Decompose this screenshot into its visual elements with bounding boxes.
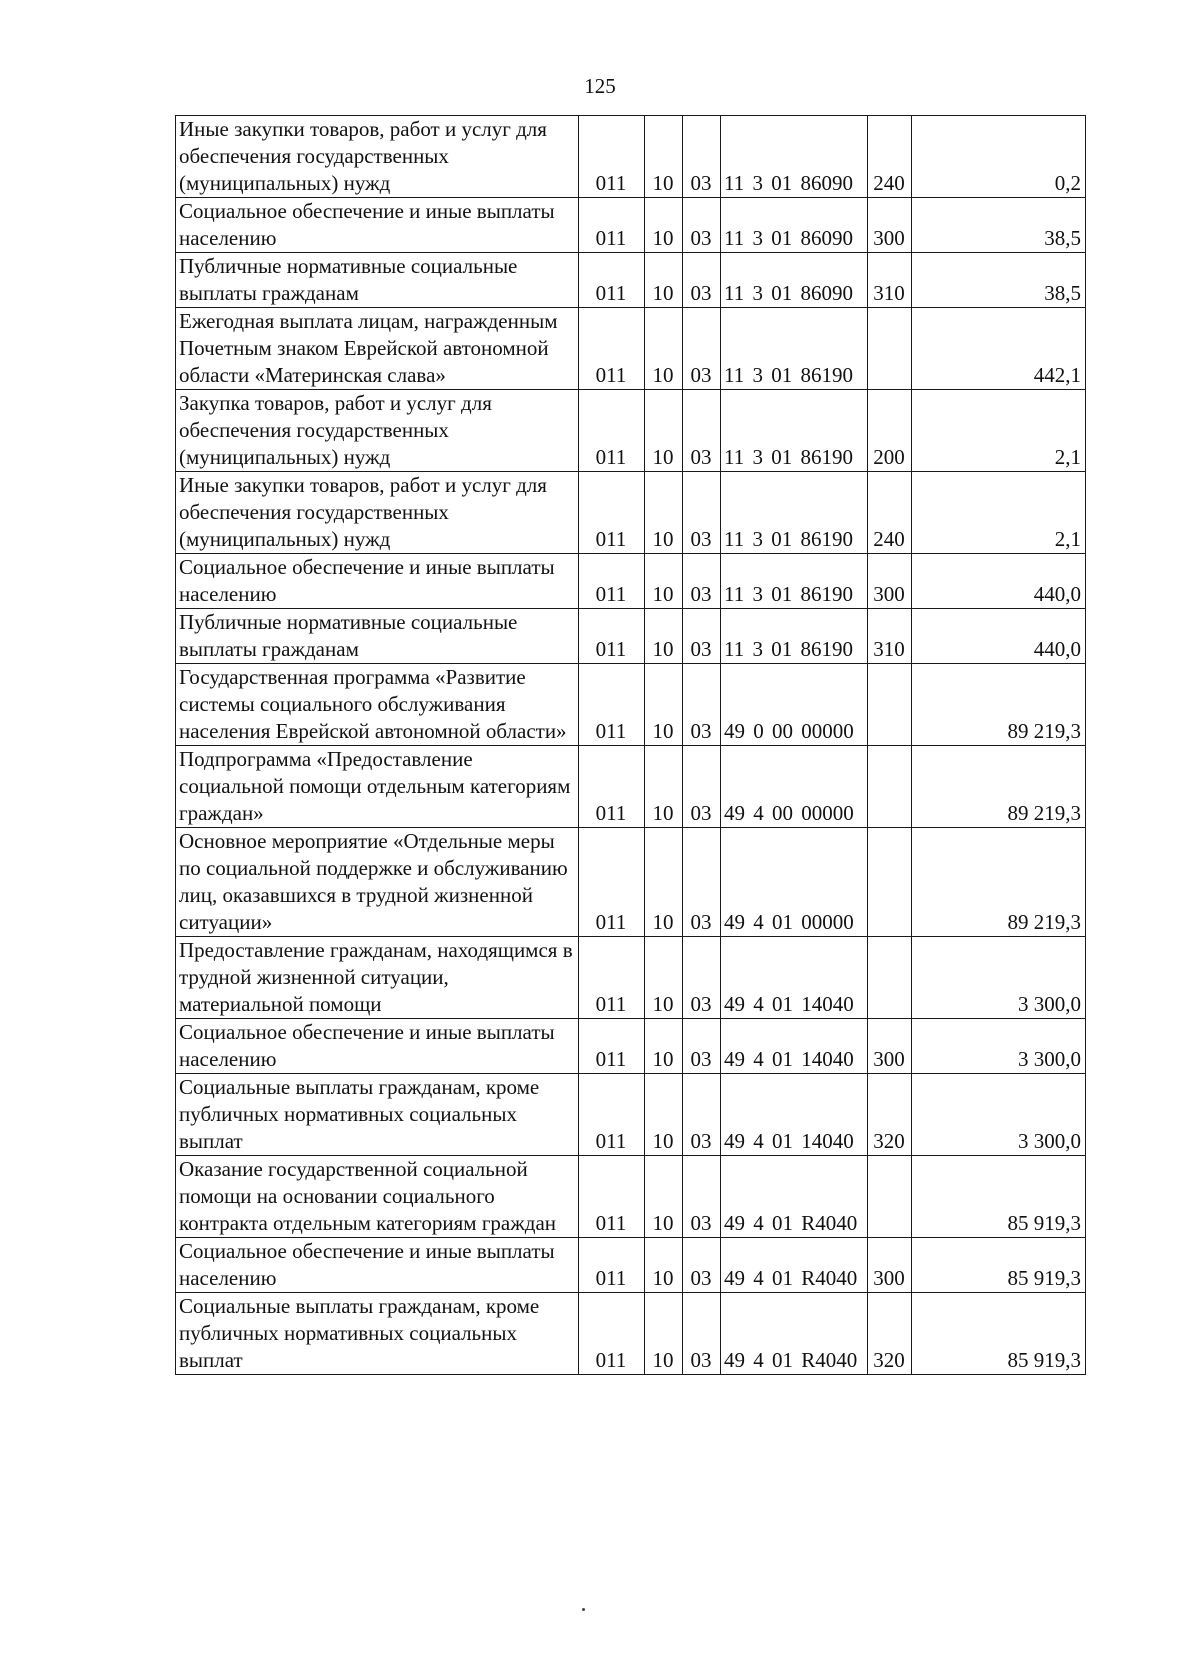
cell-rz: 10 <box>645 390 683 472</box>
cell-name: Ежегодная выплата лицам, награжденным Почетным знаком Еврейской автономной области «Материнская слава» <box>176 308 579 390</box>
cell-rz: 10 <box>645 1238 683 1293</box>
cell-sum: 85 919,3 <box>912 1238 1086 1293</box>
cell-ved: 011 <box>579 1019 645 1074</box>
cell-csr: 49 4 00 00000 <box>721 746 868 828</box>
cell-vr: 300 <box>868 1238 912 1293</box>
cell-pr: 03 <box>683 1019 721 1074</box>
cell-ved: 011 <box>579 1156 645 1238</box>
cell-csr: 11 3 01 86190 <box>721 554 868 609</box>
cell-csr: 49 4 01 R4040 <box>721 1156 868 1238</box>
cell-sum: 89 219,3 <box>912 664 1086 746</box>
table-row <box>176 554 1086 609</box>
cell-sum: 38,5 <box>912 253 1086 308</box>
cell-sum: 89 219,3 <box>912 746 1086 828</box>
cell-pr: 03 <box>683 1074 721 1156</box>
cell-rz: 10 <box>645 1293 683 1375</box>
table-row <box>176 937 1086 1019</box>
table-row <box>176 1019 1086 1074</box>
cell-sum: 3 300,0 <box>912 1074 1086 1156</box>
cell-pr: 03 <box>683 308 721 390</box>
cell-rz: 10 <box>645 116 683 198</box>
cell-rz: 10 <box>645 746 683 828</box>
cell-vr <box>868 746 912 828</box>
cell-vr: 300 <box>868 554 912 609</box>
cell-pr: 03 <box>683 1156 721 1238</box>
cell-pr: 03 <box>683 472 721 554</box>
cell-pr: 03 <box>683 116 721 198</box>
cell-ved: 011 <box>579 1074 645 1156</box>
table-row <box>176 472 1086 554</box>
table-row <box>176 746 1086 828</box>
cell-name: Государственная программа «Развитие системы социального обслуживания населения Еврейской автономной области» <box>176 664 579 746</box>
cell-pr: 03 <box>683 746 721 828</box>
cell-csr: 11 3 01 86190 <box>721 390 868 472</box>
cell-name: Социальное обеспечение и иные выплаты населению <box>176 554 579 609</box>
cell-vr: 310 <box>868 253 912 308</box>
page-number: 125 <box>584 74 616 98</box>
cell-pr: 03 <box>683 664 721 746</box>
table-row <box>176 253 1086 308</box>
cell-ved: 011 <box>579 390 645 472</box>
cell-pr: 03 <box>683 390 721 472</box>
cell-csr: 11 3 01 86190 <box>721 472 868 554</box>
cell-sum: 85 919,3 <box>912 1293 1086 1375</box>
cell-csr: 49 4 01 00000 <box>721 828 868 937</box>
cell-vr <box>868 308 912 390</box>
cell-csr: 11 3 01 86090 <box>721 116 868 198</box>
cell-csr: 49 4 01 R4040 <box>721 1238 868 1293</box>
cell-rz: 10 <box>645 937 683 1019</box>
cell-rz: 10 <box>645 1156 683 1238</box>
table-row <box>176 1238 1086 1293</box>
cell-ved: 011 <box>579 664 645 746</box>
table-row <box>176 1074 1086 1156</box>
cell-csr: 49 4 01 R4040 <box>721 1293 868 1375</box>
cell-vr <box>868 828 912 937</box>
table-row <box>176 1293 1086 1375</box>
cell-sum: 3 300,0 <box>912 937 1086 1019</box>
cell-vr: 310 <box>868 609 912 664</box>
cell-ved: 011 <box>579 253 645 308</box>
table-row <box>176 1156 1086 1238</box>
cell-name: Иные закупки товаров, работ и услуг для обеспечения государственных (муниципальных) нужд <box>176 472 579 554</box>
cell-vr <box>868 1156 912 1238</box>
cell-csr: 49 4 01 14040 <box>721 1019 868 1074</box>
cell-csr: 11 3 01 86090 <box>721 198 868 253</box>
cell-ved: 011 <box>579 116 645 198</box>
cell-csr: 11 3 01 86090 <box>721 253 868 308</box>
cell-name: Социальное обеспечение и иные выплаты населению <box>176 1238 579 1293</box>
cell-ved: 011 <box>579 609 645 664</box>
table-row <box>176 308 1086 390</box>
cell-name: Социальное обеспечение и иные выплаты населению <box>176 198 579 253</box>
cell-name: Социальные выплаты гражданам, кроме публичных нормативных социальных выплат <box>176 1074 579 1156</box>
cell-vr: 300 <box>868 198 912 253</box>
cell-vr: 320 <box>868 1074 912 1156</box>
cell-name: Оказание государственной социальной помощи на основании социального контракта отдельным категориям граждан <box>176 1156 579 1238</box>
cell-vr: 320 <box>868 1293 912 1375</box>
cell-vr: 240 <box>868 116 912 198</box>
table-row <box>176 390 1086 472</box>
cell-sum: 2,1 <box>912 472 1086 554</box>
cell-sum: 442,1 <box>912 308 1086 390</box>
cell-name: Социальное обеспечение и иные выплаты населению <box>176 1019 579 1074</box>
cell-sum: 0,2 <box>912 116 1086 198</box>
cell-sum: 3 300,0 <box>912 1019 1086 1074</box>
cell-vr: 240 <box>868 472 912 554</box>
cell-ved: 011 <box>579 554 645 609</box>
cell-vr: 200 <box>868 390 912 472</box>
cell-rz: 10 <box>645 609 683 664</box>
table-row <box>176 609 1086 664</box>
cell-name: Предоставление гражданам, находящимся в трудной жизненной ситуации, материальной помощи <box>176 937 579 1019</box>
table-row <box>176 828 1086 937</box>
cell-sum: 85 919,3 <box>912 1156 1086 1238</box>
cell-name: Социальные выплаты гражданам, кроме публичных нормативных социальных выплат <box>176 1293 579 1375</box>
cell-pr: 03 <box>683 609 721 664</box>
cell-rz: 10 <box>645 253 683 308</box>
cell-pr: 03 <box>683 828 721 937</box>
cell-ved: 011 <box>579 937 645 1019</box>
cell-rz: 10 <box>645 828 683 937</box>
cell-rz: 10 <box>645 472 683 554</box>
cell-pr: 03 <box>683 937 721 1019</box>
cell-name: Публичные нормативные социальные выплаты гражданам <box>176 253 579 308</box>
cell-sum: 440,0 <box>912 609 1086 664</box>
cell-pr: 03 <box>683 1293 721 1375</box>
table-row <box>176 664 1086 746</box>
cell-name: Публичные нормативные социальные выплаты гражданам <box>176 609 579 664</box>
cell-pr: 03 <box>683 253 721 308</box>
cell-ved: 011 <box>579 308 645 390</box>
cell-ved: 011 <box>579 746 645 828</box>
cell-pr: 03 <box>683 1238 721 1293</box>
cell-ved: 011 <box>579 1293 645 1375</box>
cell-csr: 11 3 01 86190 <box>721 609 868 664</box>
cell-csr: 49 4 01 14040 <box>721 1074 868 1156</box>
stray-dot <box>582 1608 585 1611</box>
cell-csr: 11 3 01 86190 <box>721 308 868 390</box>
cell-name: Закупка товаров, работ и услуг для обеспечения государственных (муниципальных) нужд <box>176 390 579 472</box>
cell-csr: 49 0 00 00000 <box>721 664 868 746</box>
cell-sum: 440,0 <box>912 554 1086 609</box>
cell-ved: 011 <box>579 472 645 554</box>
cell-pr: 03 <box>683 554 721 609</box>
cell-vr <box>868 937 912 1019</box>
budget-table <box>175 115 1086 1375</box>
cell-rz: 10 <box>645 198 683 253</box>
cell-name: Основное мероприятие «Отдельные меры по социальной поддержке и обслуживанию лиц, оказавшихся в трудной жизненной ситуации» <box>176 828 579 937</box>
cell-sum: 89 219,3 <box>912 828 1086 937</box>
cell-vr: 300 <box>868 1019 912 1074</box>
cell-csr: 49 4 01 14040 <box>721 937 868 1019</box>
cell-sum: 2,1 <box>912 390 1086 472</box>
cell-name: Подпрограмма «Предоставление социальной помощи отдельным категориям граждан» <box>176 746 579 828</box>
table-body <box>176 116 1086 1375</box>
cell-pr: 03 <box>683 198 721 253</box>
cell-vr <box>868 664 912 746</box>
cell-name: Иные закупки товаров, работ и услуг для обеспечения государственных (муниципальных) нужд <box>176 116 579 198</box>
cell-ved: 011 <box>579 198 645 253</box>
cell-rz: 10 <box>645 308 683 390</box>
cell-rz: 10 <box>645 1019 683 1074</box>
table-row <box>176 198 1086 253</box>
cell-ved: 011 <box>579 1238 645 1293</box>
cell-rz: 10 <box>645 1074 683 1156</box>
cell-sum: 38,5 <box>912 198 1086 253</box>
cell-rz: 10 <box>645 554 683 609</box>
table-row <box>176 116 1086 198</box>
cell-rz: 10 <box>645 664 683 746</box>
cell-ved: 011 <box>579 828 645 937</box>
